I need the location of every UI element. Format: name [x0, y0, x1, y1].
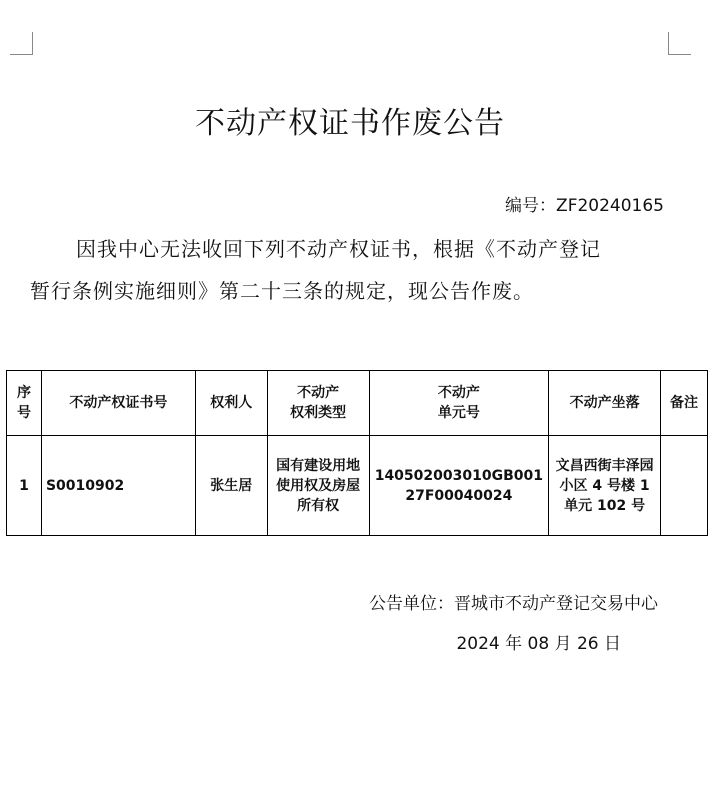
table-header-row — [7, 371, 708, 436]
header-location: 不动产坐落 — [549, 371, 661, 436]
cell-holder: 张生居 — [195, 436, 267, 536]
cell-location: 文昌西街丰泽园小区 4 号楼 1 单元 102 号 — [549, 436, 661, 536]
cell-unit-no: 140502003010GB00127F00040024 — [369, 436, 549, 536]
page-corner-mark-top-right — [668, 32, 691, 55]
cell-seq: 1 — [7, 436, 42, 536]
notice-paragraph — [30, 228, 670, 312]
issuing-unit: 公告单位：晋城市不动产登记交易中心 — [369, 594, 658, 614]
cell-remark — [661, 436, 708, 536]
cell-right-type: 国有建设用地使用权及房屋所有权 — [267, 436, 369, 536]
certificate-table — [6, 370, 708, 536]
document-number: 编号：ZF20240165 — [505, 196, 664, 216]
paragraph-line-2: 暂行条例实施细则》第二十三条的规定，现公告作废。 — [30, 279, 534, 303]
header-holder: 权利人 — [195, 371, 267, 436]
page-title: 不动产权证书作废公告 — [195, 106, 505, 141]
page-corner-mark-top-left — [10, 32, 33, 55]
header-seq: 序 号 — [7, 371, 42, 436]
header-unit-no: 不动产 单元号 — [369, 371, 549, 436]
issue-date: 2024 年 08 月 26 日 — [456, 634, 621, 654]
table-row — [7, 436, 708, 536]
header-right-type: 不动产 权利类型 — [267, 371, 369, 436]
paragraph-line-1: 因我中心无法收回下列不动产权证书，根据《不动产登记 — [76, 237, 601, 261]
cell-cert-no: S0010902 — [41, 436, 195, 536]
header-cert-no: 不动产权证书号 — [41, 371, 195, 436]
header-remark: 备注 — [661, 371, 708, 436]
